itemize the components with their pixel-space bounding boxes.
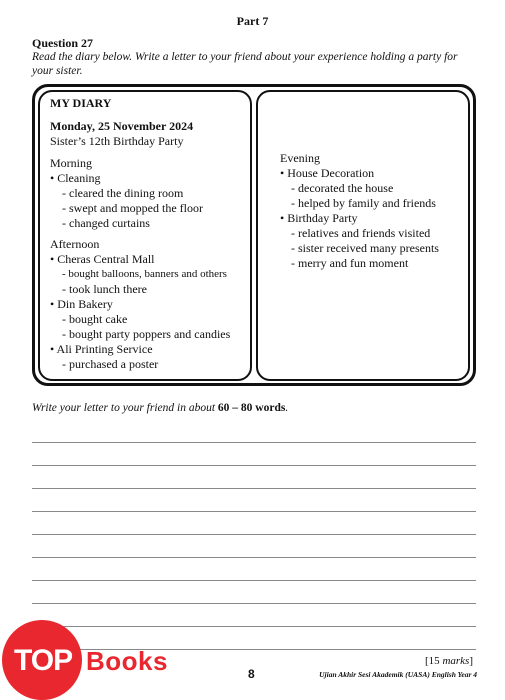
evening-item: - sister received many presents (291, 241, 439, 255)
question-number: Question 27 (32, 36, 94, 50)
evening-item: - helped by family and friends (291, 196, 436, 210)
word-count: 60 – 80 words (217, 402, 286, 414)
logo-top-text: TOP (14, 644, 73, 677)
page-number: 8 (248, 667, 255, 681)
evening-label: Evening (280, 151, 320, 165)
writing-line[interactable] (32, 511, 476, 512)
afternoon-item: - bought cake (62, 312, 128, 326)
question-instruction: Read the diary below. Write a letter to your friend about your experience holding a party for your sister. (32, 51, 458, 77)
writing-line[interactable] (32, 442, 476, 443)
evening-bullet: • House Decoration (280, 166, 375, 180)
evening-item: - decorated the house (291, 181, 394, 195)
diary-heading: MY DIARY (50, 96, 112, 110)
afternoon-label: Afternoon (50, 237, 100, 251)
morning-label: Morning (50, 156, 92, 170)
afternoon-bullet: • Ali Printing Service (50, 342, 153, 356)
evening-item: - merry and fun moment (291, 256, 409, 270)
exam-title: Ujian Akhir Sesi Akademik (UASA) English Year 4 (319, 670, 477, 679)
writing-line[interactable] (32, 603, 476, 604)
afternoon-item: - took lunch there (62, 282, 147, 296)
morning-item: - cleared the dining room (62, 186, 184, 200)
morning-bullet: • Cleaning (50, 171, 101, 185)
evening-bullet: • Birthday Party (280, 211, 358, 225)
writing-instruction (32, 402, 288, 414)
writing-instruction-end: . (285, 402, 289, 414)
writing-line[interactable] (32, 626, 476, 627)
marks-label: [15 marks] (425, 655, 473, 667)
writing-line[interactable] (32, 534, 476, 535)
afternoon-bullet: • Cheras Central Mall (50, 252, 155, 266)
afternoon-item: - purchased a poster (62, 357, 159, 371)
afternoon-item: - bought balloons, banners and others (62, 268, 227, 280)
writing-line[interactable] (32, 557, 476, 558)
writing-line[interactable] (32, 488, 476, 489)
diary-date: Monday, 25 November 2024 (50, 119, 194, 133)
part-heading: Part 7 (236, 14, 269, 28)
evening-item: - relatives and friends visited (291, 226, 431, 240)
writing-line[interactable] (32, 465, 476, 466)
afternoon-bullet: • Din Bakery (50, 297, 113, 311)
morning-item: - changed curtains (62, 216, 150, 230)
logo-books-text: Books (86, 646, 168, 676)
diary-event: Sister’s 12th Birthday Party (50, 134, 184, 148)
afternoon-item: - bought party poppers and candies (62, 327, 231, 341)
morning-item: - swept and mopped the floor (62, 201, 203, 215)
writing-line[interactable] (32, 580, 476, 581)
writing-instruction-text: Write your letter to your friend in about (32, 402, 218, 414)
